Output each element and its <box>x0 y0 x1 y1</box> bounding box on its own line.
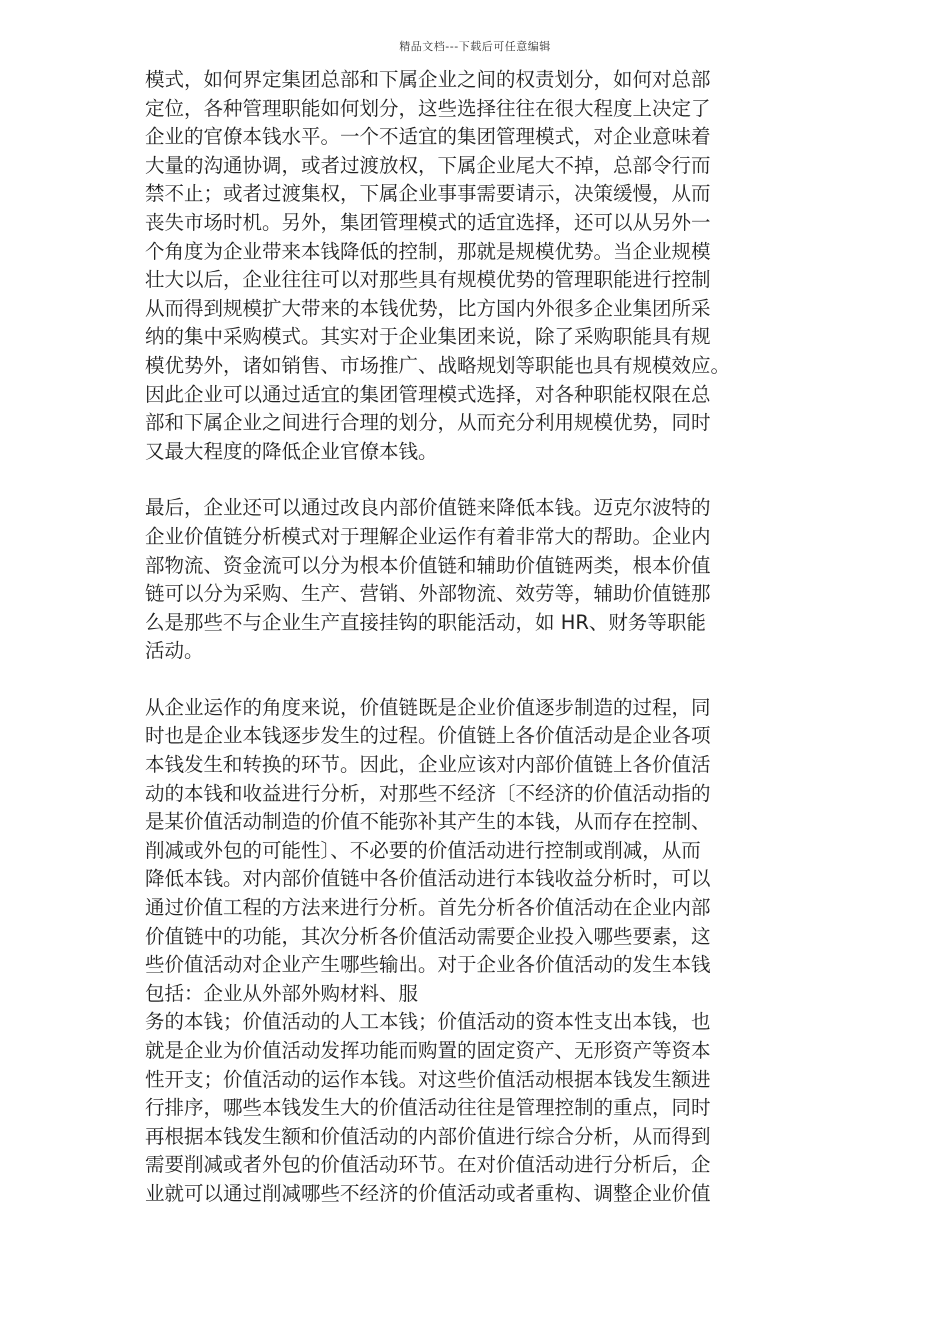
paragraph-3 <box>145 694 815 1209</box>
text-line: 定位，各种管理职能如何划分，这些选择往往在很大程度上决定了 <box>145 96 711 120</box>
text-line: 行排序，哪些本钱发生大的价值活动往往是管理控制的重点，同时 <box>145 1096 711 1120</box>
text-line: 个角度为企业带来本钱降低的控制，那就是规模优势。当企业规模 <box>145 239 711 263</box>
text-line: 通过价值工程的方法来进行分析。首先分析各价值活动在企业内部 <box>145 896 711 920</box>
text-line: 性开支；价值活动的运作本钱。对这些价值活动根据本钱发生额进 <box>145 1067 711 1091</box>
text-line: 企业的官僚本钱水平。一个不适宜的集团管理模式，对企业意味着 <box>145 125 711 149</box>
text-line: 削减或外包的可能性〕、不必要的价值活动进行控制或削减，从而 <box>145 838 701 862</box>
text-line: 最后，企业还可以通过改良内部价值链来降低本钱。迈克尔波特的 <box>145 496 711 520</box>
text-line: 再根据本钱发生额和价值活动的内部价值进行综合分析，从而得到 <box>145 1124 711 1148</box>
text-line: 从企业运作的角度来说，价值链既是企业价值逐步制造的过程，同 <box>145 695 711 719</box>
text-line: 么是那些不与企业生产直接挂钩的职能活动，如 HR、财务等职能 <box>145 610 706 634</box>
text-line: 包括：企业从外部外购材料、服 <box>145 981 419 1005</box>
page-header: 精品文档---下载后可任意编辑 <box>399 40 551 53</box>
paragraph-2 <box>145 494 815 666</box>
text-line: 因此企业可以通过适宜的集团管理模式选择，对各种职能权限在总 <box>145 382 711 406</box>
text-line: 链可以分为采购、生产、营销、外部物流、效劳等，辅助价值链那 <box>145 582 711 606</box>
paragraph-gap <box>145 466 815 494</box>
text-line: 需要削减或者外包的价值活动环节。在对价值活动进行分析后，企 <box>145 1153 711 1177</box>
text-line: 降低本钱。对内部价值链中各价值活动进行本钱收益分析时，可以 <box>145 867 711 891</box>
text-line: 本钱发生和转换的环节。因此，企业应该对内部价值链上各价值活 <box>145 753 711 777</box>
text-line: 从而得到规模扩大带来的本钱优势，比方国内外很多企业集团所采 <box>145 296 711 320</box>
text-line: 务的本钱；价值活动的人工本钱；价值活动的资本性支出本钱，也 <box>145 1010 711 1034</box>
text-line: 就是企业为价值活动发挥功能而购置的固定资产、无形资产等资本 <box>145 1039 711 1062</box>
paragraph-1 <box>145 66 815 466</box>
text-line: 模优势外，诸如销售、市场推广、战略规划等职能也具有规模效应。 <box>145 353 731 377</box>
text-line: 活动。 <box>145 639 204 663</box>
text-line: 价值链中的功能，其次分析各价值活动需要企业投入哪些要素，这 <box>145 924 711 948</box>
text-line: 是某价值活动制造的价值不能弥补其产生的本钱，从而存在控制、 <box>145 810 711 834</box>
document-body <box>145 66 815 1209</box>
text-line: 业就可以通过削减哪些不经济的价值活动或者重构、调整企业价值 <box>145 1181 711 1205</box>
text-line: 壮大以后，企业往往可以对那些具有规模优势的管理职能进行控制 <box>145 268 711 292</box>
text-line: 纳的集中采购模式。其实对于企业集团来说，除了采购职能具有规 <box>145 325 711 349</box>
text-line: 时也是企业本钱逐步发生的过程。价值链上各价值活动是企业各项 <box>145 724 711 748</box>
text-line: 模式，如何界定集团总部和下属企业之间的权责划分，如何对总部 <box>145 68 711 91</box>
text-line: 禁不止；或者过渡集权，下属企业事事需要请示，决策缓慢，从而 <box>145 182 711 206</box>
text-line: 些价值活动对企业产生哪些输出。对于企业各价值活动的发生本钱 <box>145 953 711 977</box>
text-line: 大量的沟通协调，或者过渡放权，下属企业尾大不掉，总部令行而 <box>145 153 711 177</box>
text-line: 又最大程度的降低企业官僚本钱。 <box>145 439 438 463</box>
text-line: 企业价值链分析模式对于理解企业运作有着非常大的帮助。企业内 <box>145 524 711 548</box>
text-line: 部物流、资金流可以分为根本价值链和辅助价值链两类，根本价值 <box>145 553 711 577</box>
text-line: 丧失市场时机。另外，集团管理模式的适宜选择，还可以从另外一 <box>145 210 711 234</box>
text-line: 部和下属企业之间进行合理的划分，从而充分利用规模优势，同时 <box>145 411 711 435</box>
paragraph-gap <box>145 666 815 694</box>
text-line: 动的本钱和收益进行分析，对那些不经济〔不经济的价值活动指的 <box>145 781 711 805</box>
